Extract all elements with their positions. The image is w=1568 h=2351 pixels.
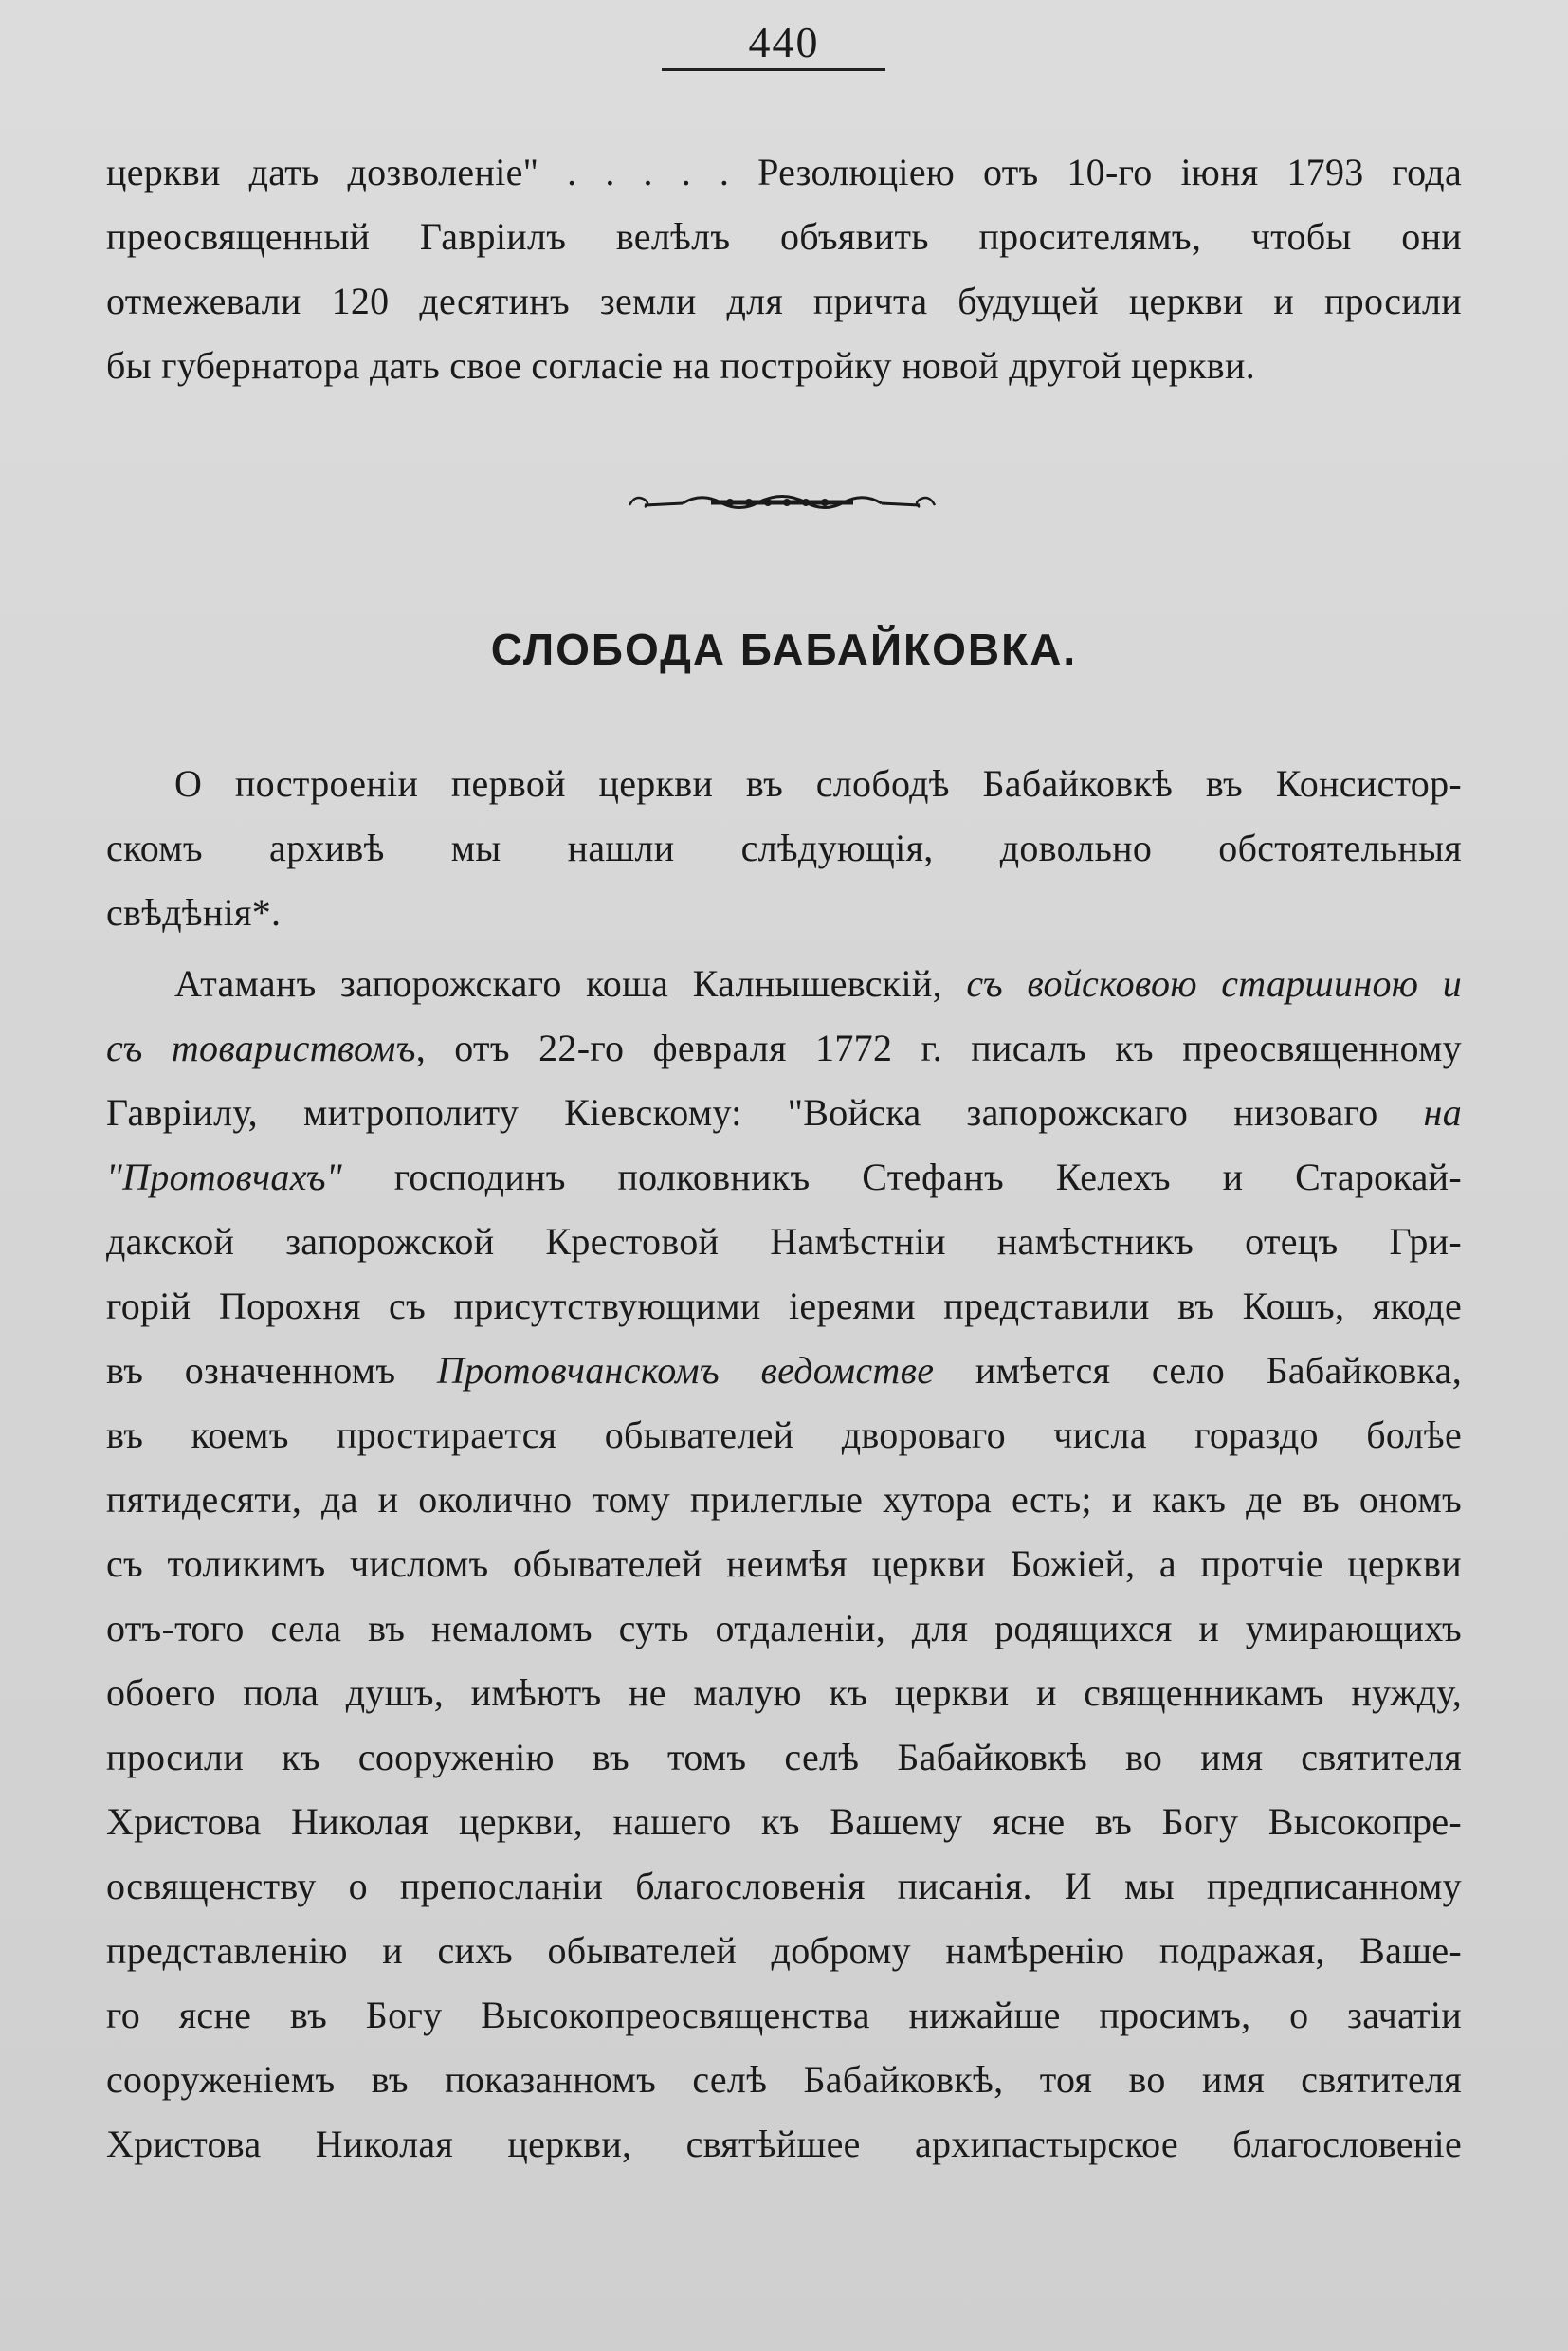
paragraph-line: Христова Николая церкви, святѣйшее архипастырское благословеніе — [106, 2123, 1462, 2165]
italic-phrase: съ войсковою старшиною и — [966, 962, 1462, 1005]
italic-phrase: "Протовчахъ" — [106, 1156, 342, 1198]
paragraph-line: церкви дать дозволеніе" . . . . . Резолюціею отъ 10-го іюня 1793 года — [106, 151, 1462, 193]
paragraph-line: просили къ сооруженію въ томъ селѣ Бабайковкѣ во имя святителя — [106, 1736, 1462, 1778]
paragraph-line: Гавріилу, митрополиту Кіевскому: "Войска запорожскаго низоваго на — [106, 1091, 1462, 1134]
paragraph-line: представленію и сихъ обывателей доброму намѣренію подражая, Ваше- — [106, 1929, 1462, 1972]
paragraph-line: бы губернатора дать свое согласіе на постройку новой другой церкви. — [106, 344, 1255, 387]
paragraph-line: преосвященный Гавріилъ велѣлъ объявить просителямъ, чтобы они — [106, 215, 1462, 258]
paragraph-line: дакской запорожской Крестовой Намѣстніи намѣстникъ отецъ Гри- — [106, 1220, 1462, 1263]
paragraph-line: въ означенномъ Протовчанскомъ ведомстве имѣется село Бабайковка, — [106, 1349, 1462, 1392]
paragraph-line: съ товариствомъ, отъ 22-го февраля 1772 г. писалъ къ преосвященному — [106, 1027, 1462, 1069]
paragraph-line: отъ-того села въ немаломъ суть отдаленіи, для родящихся и умирающихъ — [106, 1607, 1462, 1649]
main-paragraph — [106, 952, 1462, 2177]
paragraph-line: Христова Николая церкви, нашего къ Вашему ясне въ Богу Высокопре- — [106, 1800, 1462, 1843]
section-title: СЛОБОДА БАБАЙКОВКА. — [490, 625, 1078, 674]
paragraph-line: скомъ архивѣ мы нашли слѣдующія, довольно обстоятельныя — [106, 827, 1462, 869]
paragraph-line: го ясне въ Богу Высокопреосвященства нижайше просимъ, о зачатіи — [106, 1994, 1462, 2036]
paragraph-line: Атаманъ запорожскаго коша Калнышевскій, съ войсковою старшиною и — [174, 962, 1462, 1005]
paragraph-line: свѣдѣнія*. — [106, 891, 282, 934]
paragraph-line: съ толикимъ числомъ обывателей неимѣя церкви Божіей, а протчіе церкви — [106, 1542, 1462, 1585]
paragraph-line: пятидесяти, да и околично тому прилеглые хутора есть; и какъ де въ ономъ — [106, 1478, 1462, 1521]
top-paragraph — [106, 140, 1462, 398]
intro-paragraph — [106, 752, 1462, 945]
italic-phrase: съ товариствомъ — [106, 1027, 416, 1069]
ornament-divider — [626, 488, 939, 517]
paragraph-line: отмежевали 120 десятинъ земли для причта будущей церкви и просили — [106, 280, 1462, 322]
italic-phrase: Протовчанскомъ ведомстве — [436, 1349, 935, 1392]
paragraph-line: сооруженіемъ въ показанномъ селѣ Бабайковкѣ, тоя во имя святителя — [106, 2058, 1462, 2101]
paragraph-line: горій Порохня съ присутствующими іереями представили въ Кошъ, якоде — [106, 1285, 1462, 1327]
paragraph-line: обоего пола душъ, имѣютъ не малую къ церкви и священникамъ нужду, — [106, 1671, 1462, 1714]
paragraph-line: освященству о препосланіи благословенія писанія. И мы предписанному — [106, 1865, 1462, 1907]
italic-phrase: на — [1423, 1091, 1462, 1134]
page-number: 440 — [748, 18, 820, 66]
page-number-rule — [662, 68, 885, 71]
paragraph-line: О построеніи первой церкви въ слободѣ Бабайковкѣ въ Консистор- — [174, 762, 1462, 805]
paragraph-line: въ коемъ простирается обывателей двороваго числа гораздо болѣе — [106, 1413, 1462, 1456]
paragraph-line: "Протовчахъ" господинъ полковникъ Стефанъ Келехъ и Старокай- — [106, 1156, 1462, 1198]
